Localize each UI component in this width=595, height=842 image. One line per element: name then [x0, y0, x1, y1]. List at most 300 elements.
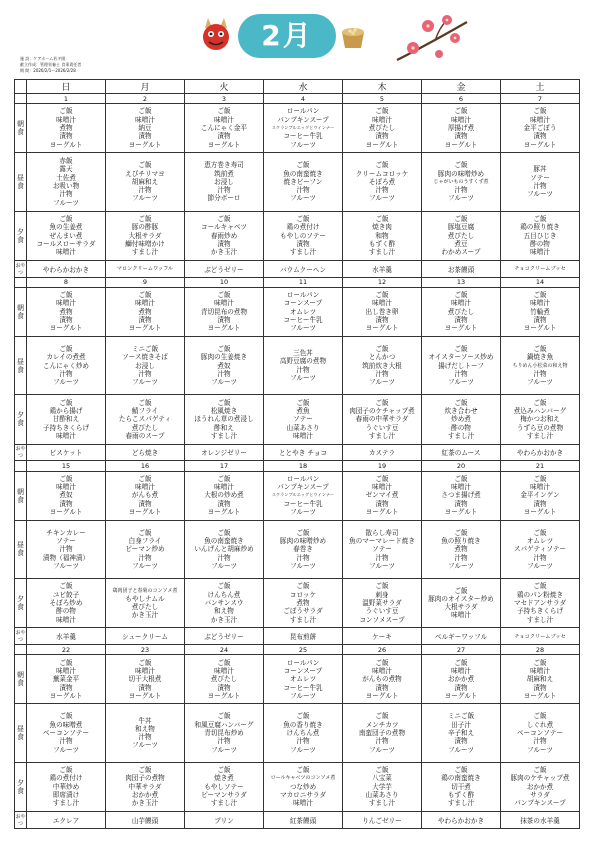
menu-item: ご飯 [138, 161, 152, 170]
menu-item: 山菜あさり [365, 791, 399, 800]
menu-item: 魚の香り焼き [283, 720, 323, 729]
menu-item: 汁物 [138, 733, 152, 742]
menu-item: スクランブルエッグとウインナー [271, 125, 335, 131]
menu-item: 味噌汁 [451, 483, 471, 492]
menu-item: 漬物 [375, 316, 389, 325]
dinner-cell [264, 211, 343, 260]
breakfast-cell [106, 287, 185, 336]
menu-item: 味噌汁 [372, 115, 392, 124]
menu-item: 汁物 [454, 553, 468, 562]
menu-item: ご飯 [217, 474, 231, 483]
date-cell: 11 [264, 277, 343, 287]
snack-cell: 水羊羹 [27, 628, 106, 645]
menu-item: ミニご飯 [131, 344, 159, 353]
menu-item: 味噌汁 [56, 115, 76, 124]
menu-item: ご飯 [217, 344, 231, 353]
snack-cell: 水羊羹 [343, 260, 422, 277]
menu-item: 豚塩豆腐 [447, 223, 475, 232]
menu-item: 大学芋 [372, 782, 392, 791]
menu-item: 鶏のパン粉焼き [516, 590, 564, 599]
menu-item: ロールパン [286, 291, 320, 300]
lunch-cell [185, 704, 264, 762]
menu-item: 漬物 [59, 316, 73, 325]
menu-item: ご飯 [138, 215, 152, 223]
menu-item: 鶏から揚げ [49, 407, 83, 416]
menu-item: 赤飯 [59, 157, 73, 166]
menu-item: 汁物 [296, 553, 310, 562]
menu-item: ヨーグルト [128, 691, 162, 700]
menu-item: すまし汁 [131, 248, 159, 257]
date-cell: 1 [27, 94, 106, 104]
menu-item: ご飯 [138, 398, 152, 407]
menu-item: 煮込みハンバーグ [513, 407, 567, 416]
menu-item: マセドアンサラダ [513, 599, 567, 608]
menu-item: 漬物 [217, 499, 231, 508]
menu-item: ご飯 [375, 712, 389, 721]
menu-item: 豚肉の味噌炒め [437, 169, 485, 178]
menu-item: フルーツ [132, 194, 158, 203]
menu-item: 魚の生姜煮 [49, 223, 83, 232]
menu-item: しぐれ煮 [526, 720, 554, 729]
breakfast-cell [501, 471, 580, 520]
bean-box-icon [338, 22, 368, 52]
menu-item: 子持ちきくらげ [42, 423, 90, 432]
menu-item: 豚の酢豚 [131, 223, 159, 232]
dinner-cell [501, 579, 580, 628]
menu-item: 鶏の南蛮焼き [441, 774, 481, 783]
breakfast-cell [264, 655, 343, 704]
menu-item: ご飯 [375, 658, 389, 667]
menu-item: 漬物 [454, 499, 468, 508]
dinner-cell [264, 395, 343, 444]
menu-item: 豚丼 [533, 165, 547, 174]
menu-item: 味噌汁 [56, 666, 76, 675]
menu-item: 味噌汁 [56, 483, 76, 492]
menu-item: 筑前煮 [214, 169, 234, 178]
menu-item: ご飯 [138, 658, 152, 667]
menu-item: ご飯 [454, 474, 468, 483]
breakfast-cell [264, 104, 343, 153]
breakfast-cell [343, 471, 422, 520]
menu-item: ほうれん草の煮浸し [194, 415, 254, 424]
menu-item: 漬物 [138, 316, 152, 325]
snack-cell: ケーキ [343, 628, 422, 645]
menu-item: がんも煮 [131, 491, 159, 500]
menu-item: オムレツ [289, 675, 317, 684]
menu-item: ピーマンサラダ [201, 791, 247, 800]
menu-item: スパゲティソテー [513, 545, 567, 554]
menu-item: 味噌汁 [293, 799, 313, 808]
date-cell: 22 [27, 645, 106, 655]
breakfast-cell [422, 104, 501, 153]
menu-item: ご飯 [454, 344, 468, 353]
menu-item: コーヒー牛乳 [283, 316, 323, 325]
date-row [15, 94, 580, 104]
menu-item: かき玉汁 [131, 799, 159, 808]
menu-item: ご飯 [296, 766, 310, 775]
menu-item: 汁物 [59, 737, 73, 746]
menu-item: 露天 [59, 165, 73, 174]
dinner-cell [106, 762, 185, 811]
menu-item: ご飯 [454, 291, 468, 300]
menu-item: パンプキンスープ [277, 115, 329, 124]
menu-item: 漬物 [533, 316, 547, 325]
menu-item: 汁物 [375, 369, 389, 378]
menu-item: 漬物 [296, 239, 310, 248]
snack-cell: プリン [185, 811, 264, 828]
plum-blossom-icon [395, 8, 470, 66]
dinner-row [15, 762, 580, 811]
date-cell: 23 [106, 645, 185, 655]
menu-item: ご飯 [454, 107, 468, 116]
menu-item: 味噌汁 [135, 483, 155, 492]
menu-item: ご飯 [59, 474, 73, 483]
menu-item: 山菜あさり [286, 423, 320, 432]
menu-item: 鍋焼き魚 [526, 353, 554, 362]
snack-cell: りんごゼリー [343, 811, 422, 828]
menu-item: フルーツ [211, 378, 237, 387]
menu-item: 焼きビーフン [283, 177, 323, 186]
menu-item: 甘酢和え [52, 415, 80, 424]
menu-item: ご飯 [375, 161, 389, 170]
date-cell: 2 [106, 94, 185, 104]
menu-item: わかめスープ [441, 248, 481, 257]
menu-body [15, 94, 580, 829]
menu-item: ヨーグルト [128, 508, 162, 517]
menu-item: 漬物 [138, 499, 152, 508]
menu-item: ご飯 [454, 398, 468, 407]
lunch-label: 昼食 [15, 336, 27, 394]
menu-item: もやしナムル [125, 594, 165, 603]
menu-item: 煮奴 [59, 491, 73, 500]
menu-item: 味噌汁 [56, 248, 76, 257]
menu-item: そぼろ煮 [368, 177, 396, 186]
menu-item: 味噌汁 [56, 615, 76, 624]
lunch-cell [27, 704, 106, 762]
dinner-cell [501, 762, 580, 811]
menu-item: 味噌汁 [530, 248, 550, 257]
date-row [15, 461, 580, 471]
menu-item: じゃがいものうすくず煮 [433, 178, 489, 185]
menu-item: ご飯 [138, 107, 152, 116]
menu-item: ご飯 [217, 291, 231, 300]
lunch-row [15, 520, 580, 578]
menu-item: ご飯 [533, 474, 547, 483]
menu-item: 豚肉のケチャップ煮 [510, 774, 570, 783]
menu-item: 味噌汁 [530, 115, 550, 124]
breakfast-cell [185, 655, 264, 704]
menu-item: 切干煮 [451, 782, 471, 791]
menu-item: 納豆 [138, 124, 152, 133]
menu-item: 大根サラダ [444, 603, 478, 612]
menu-item: 煮びたし [210, 675, 238, 684]
day-name: 火 [185, 80, 264, 94]
menu-item: 鶏の照り焼き [520, 223, 560, 232]
menu-item: 豚肉の生姜焼き [200, 353, 248, 362]
date-cell: 7 [501, 94, 580, 104]
menu-item: ご飯 [454, 586, 468, 595]
date-cell: 17 [185, 461, 264, 471]
menu-item: フルーツ [290, 373, 316, 382]
breakfast-label: 朝食 [15, 655, 27, 704]
menu-item: すまし汁 [526, 615, 554, 624]
menu-item: ご飯 [533, 215, 547, 223]
menu-item: ヨーグルト [207, 508, 241, 517]
menu-item: フルーツ [369, 194, 395, 203]
menu-item: ご飯 [217, 398, 231, 407]
menu-item: ご飯 [217, 712, 231, 721]
dinner-cell [422, 762, 501, 811]
dinner-cell [264, 762, 343, 811]
menu-item: フルーツ [290, 140, 316, 149]
menu-item: 松風焼き [210, 407, 238, 416]
menu-item: 胡麻和え [131, 177, 159, 186]
menu-item: 土佐煮 [56, 173, 76, 182]
menu-item: そぼろ炒め [49, 599, 83, 608]
menu-item: えびチリマヨ [125, 169, 165, 178]
menu-item: 鰤付味噌かけ [125, 239, 165, 248]
menu-item: 鶏の煮付け [49, 774, 83, 783]
menu-item: コーヒー牛乳 [283, 132, 323, 141]
lunch-cell [185, 153, 264, 211]
menu-item: ご飯 [533, 107, 547, 116]
menu-item: 味噌汁 [372, 483, 392, 492]
snack-cell: チョコクリームブッセ [501, 628, 580, 645]
lunch-cell [106, 153, 185, 211]
menu-item: 汁物 [533, 737, 547, 746]
menu-item: 味噌汁 [530, 483, 550, 492]
menu-item: すまし汁 [289, 615, 317, 624]
snack-cell: 山芋饅頭 [106, 811, 185, 828]
menu-item: ご飯 [375, 215, 389, 223]
menu-item: がんもの煮物 [362, 675, 402, 684]
menu-item: ご飯 [138, 766, 152, 775]
menu-item: 汁物 [217, 369, 231, 378]
menu-item: ミニご飯 [447, 712, 475, 721]
dinner-cell [422, 579, 501, 628]
menu-item: フルーツ [448, 745, 474, 754]
date-row [15, 645, 580, 655]
menu-item: 魚の味噌煮 [49, 720, 83, 729]
menu-item: 汁物 [59, 190, 73, 199]
menu-item: 汁物 [375, 186, 389, 195]
date-cell: 24 [185, 645, 264, 655]
menu-item: オムレツ [526, 536, 554, 545]
menu-item: ベーコンソテー [42, 728, 90, 737]
menu-item: ヨーグルト [365, 691, 399, 700]
menu-item: ご飯 [454, 528, 468, 537]
menu-item: 煮びたし [131, 603, 159, 612]
dinner-label: 夕食 [15, 211, 27, 260]
dinner-row [15, 579, 580, 628]
dinner-cell [501, 211, 580, 260]
lunch-cell [501, 704, 580, 762]
snack-label: おやつ [15, 811, 27, 828]
lunch-cell [422, 336, 501, 394]
menu-item: ご飯 [296, 398, 310, 407]
menu-item: 味噌汁 [293, 431, 313, 440]
lunch-cell [106, 520, 185, 578]
menu-item: フルーツ [448, 378, 474, 387]
menu-item: すまし汁 [447, 431, 475, 440]
menu-item: フルーツ [290, 508, 316, 517]
breakfast-row [15, 287, 580, 336]
dinner-label: 夕食 [15, 762, 27, 811]
menu-item: 煮奴 [217, 361, 231, 370]
snack-row [15, 260, 580, 277]
breakfast-cell [422, 655, 501, 704]
menu-item: お浸し [135, 361, 155, 370]
menu-item: フルーツ [211, 745, 237, 754]
menu-item: 中華サラダ [128, 782, 162, 791]
menu-item: ご飯 [59, 658, 73, 667]
menu-item: ご飯 [375, 474, 389, 483]
menu-item: 即席漬け [52, 791, 80, 800]
snack-cell: カステラ [343, 444, 422, 461]
menu-item: フルーツ [527, 378, 553, 387]
menu-item: コーンスープ [283, 299, 323, 308]
menu-item: 漬物 [138, 683, 152, 692]
snack-cell: やわらかおかき [501, 444, 580, 461]
menu-item: 漬物 [375, 132, 389, 141]
menu-item: すまし汁 [368, 248, 396, 257]
menu-item: ご飯 [296, 712, 310, 721]
breakfast-row [15, 104, 580, 153]
menu-item: 煮物 [59, 124, 73, 133]
lunch-label: 昼食 [15, 520, 27, 578]
menu-item: ご飯 [533, 528, 547, 537]
menu-item: 味噌汁 [214, 666, 234, 675]
menu-item: 味噌汁 [372, 299, 392, 308]
lunch-cell [343, 520, 422, 578]
menu-item: 炊き合わせ [444, 407, 478, 416]
menu-item: ヨーグルト [49, 140, 83, 149]
menu-item: ヨーグルト [365, 324, 399, 333]
menu-item: ベーコンソテー [516, 728, 564, 737]
menu-item: フルーツ [369, 378, 395, 387]
menu-item: コールスローサラダ [36, 239, 96, 248]
menu-item: 牛丼 [138, 716, 152, 725]
menu-item: 汁物 [59, 369, 73, 378]
date-cell: 6 [422, 94, 501, 104]
page-header [0, 0, 595, 78]
date-cell: 21 [501, 461, 580, 471]
menu-item: フルーツ [290, 194, 316, 203]
menu-item: 八宝菜 [372, 774, 392, 783]
breakfast-row [15, 655, 580, 704]
menu-item: ゼンマイ煮 [365, 491, 399, 500]
menu-item: コーヒー牛乳 [283, 683, 323, 692]
menu-item: 味噌汁 [56, 431, 76, 440]
menu-item: ご飯 [533, 582, 547, 591]
menu-item: ぜんまい煮 [49, 231, 83, 240]
breakfast-cell [501, 655, 580, 704]
menu-item: 煮物 [138, 307, 152, 316]
menu-item: 漬物 [454, 683, 468, 692]
menu-item: ご飯 [375, 766, 389, 775]
date-cell: 25 [264, 645, 343, 655]
menu-item: ご飯 [59, 712, 73, 721]
menu-item: 田子汁 [451, 720, 471, 729]
menu-item: ご飯 [59, 398, 73, 407]
menu-item: ご飯 [217, 215, 231, 223]
lunch-label: 昼食 [15, 153, 27, 211]
menu-item: フルーツ [53, 745, 79, 754]
menu-item: カレイの煮煮 [46, 353, 86, 362]
menu-item: ヨーグルト [49, 324, 83, 333]
menu-item: 辛子和え [447, 728, 475, 737]
menu-item: クリームコロッケ [355, 169, 409, 178]
breakfast-cell [106, 471, 185, 520]
menu-item: ご飯 [59, 344, 73, 353]
menu-item: すまし汁 [368, 799, 396, 808]
lunch-cell [106, 336, 185, 394]
date-cell: 4 [264, 94, 343, 104]
menu-item: いんげんと胡麻炒め [194, 545, 254, 554]
menu-item: 蕪菜金平 [52, 675, 80, 684]
breakfast-cell [27, 471, 106, 520]
menu-item: ご飯 [454, 658, 468, 667]
menu-item: こんにゃく炒め [42, 361, 90, 370]
dinner-row [15, 211, 580, 260]
lunch-cell [27, 153, 106, 211]
menu-item: かき玉汁 [131, 611, 159, 620]
day-name: 月 [106, 80, 185, 94]
dinner-cell [422, 395, 501, 444]
menu-item: 切干大根煮 [128, 675, 162, 684]
menu-item: パンプキンスープ [277, 483, 329, 492]
menu-item: 汁物 [296, 186, 310, 195]
menu-item: 焼き煮 [214, 774, 234, 783]
menu-item: 味噌汁 [451, 611, 471, 620]
menu-item: 汁物 [533, 369, 547, 378]
menu-item: 大根サラダ [128, 231, 162, 240]
menu-item: 高野豆腐の煮物 [279, 357, 327, 366]
date-cell: 20 [422, 461, 501, 471]
menu-item: ご飯 [533, 712, 547, 721]
menu-item: ご飯 [454, 215, 468, 223]
lunch-cell [106, 704, 185, 762]
menu-item: うぐいす豆 [365, 607, 399, 616]
menu-item: 豚肉のオイスター炒め [428, 594, 494, 603]
menu-item: さつま揚げ煮 [441, 491, 481, 500]
lunch-cell [185, 520, 264, 578]
menu-item: すまし汁 [210, 799, 238, 808]
menu-item: 中華炒め [52, 782, 80, 791]
snack-cell: どら焼き [106, 444, 185, 461]
dinner-cell [27, 579, 106, 628]
menu-item: 汁物 [533, 553, 547, 562]
menu-item: つな炒め [289, 782, 317, 791]
dinner-cell [343, 579, 422, 628]
date-cell: 8 [27, 277, 106, 287]
menu-item: フルーツ [369, 561, 395, 570]
day-name: 木 [343, 80, 422, 94]
dinner-cell [343, 211, 422, 260]
menu-item: ご飯 [217, 107, 231, 116]
menu-item: 豚肉の味噌炒め [279, 536, 327, 545]
menu-item: チキンカレー [46, 528, 86, 537]
menu-item: おかか煮 [526, 782, 554, 791]
menu-item: 汁物 [296, 365, 310, 374]
menu-item: ご飯 [296, 161, 310, 170]
menu-item: ご飯 [375, 291, 389, 300]
dinner-cell [106, 395, 185, 444]
menu-item: ご飯 [375, 107, 389, 116]
menu-item: ヨーグルト [523, 508, 557, 517]
breakfast-cell [264, 471, 343, 520]
menu-item: 漬物 [533, 683, 547, 692]
